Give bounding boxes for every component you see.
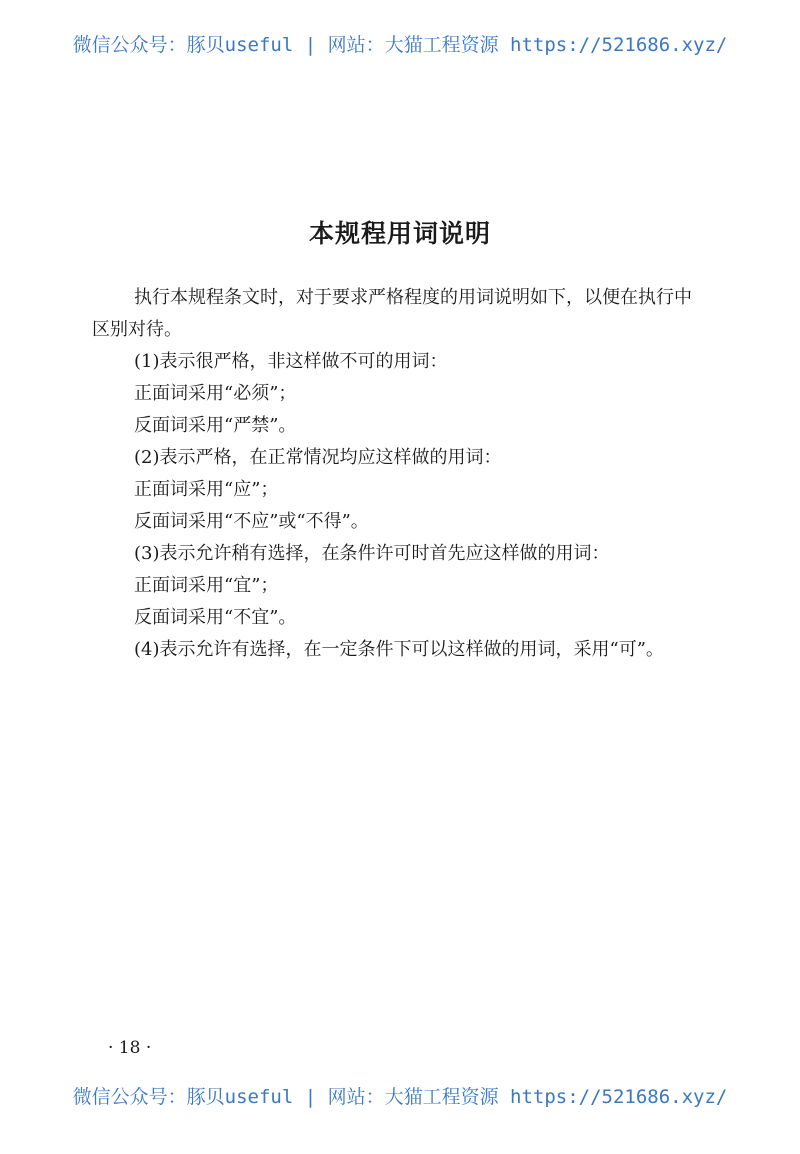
- item1-heading: (1)表示很严格，非这样做不可的用词：: [134, 351, 448, 372]
- page-number: · 18 ·: [108, 1038, 152, 1058]
- document-body: [92, 282, 692, 666]
- item2-negative-term: 反面词采用“不应”或“不得”。: [134, 511, 369, 532]
- item3-positive-term: 正面词采用“宜”；: [134, 575, 279, 596]
- item1-positive-term: 正面词采用“必须”；: [134, 383, 297, 404]
- watermark-bottom: 微信公众号：豚贝useful | 网站：大猫工程资源 https://521686.xyz/: [72, 1086, 728, 1108]
- watermark-top: 微信公众号：豚贝useful | 网站：大猫工程资源 https://521686.xyz/: [72, 34, 728, 56]
- item3-negative-term: 反面词采用“不宜”。: [134, 607, 297, 628]
- intro-paragraph: 执行本规程条文时，对于要求严格程度的用词说明如下，以便在执行中区别对待。: [92, 287, 692, 340]
- item2-heading: (2)表示严格，在正常情况均应这样做的用词：: [134, 447, 502, 468]
- item3-heading: (3)表示允许稍有选择，在条件许可时首先应这样做的用词：: [134, 543, 610, 564]
- item1-negative-term: 反面词采用“严禁”。: [134, 415, 297, 436]
- item4-paragraph: (4)表示允许有选择，在一定条件下可以这样做的用词，采用“可”。: [134, 639, 664, 660]
- item2-positive-term: 正面词采用“应”；: [134, 479, 279, 500]
- page-title: 本规程用词说明: [308, 219, 491, 248]
